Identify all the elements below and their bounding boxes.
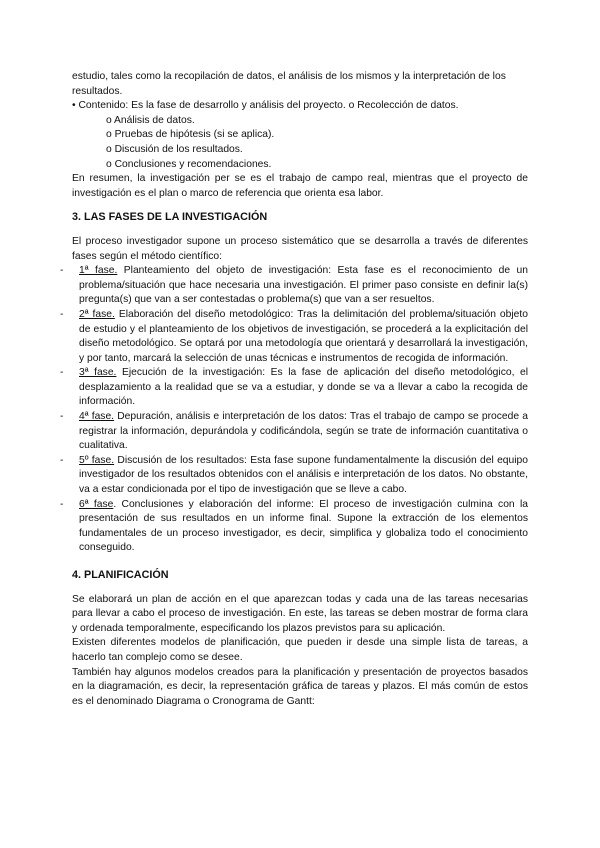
- phase-item-4: [60, 410, 528, 454]
- list-dash: -: [60, 498, 64, 510]
- phase-text: . Conclusiones y elaboración del informe: El proceso de investigación culmina con la presentación de sus resultados en un informe final. Supone la extracción de los elementos fundamentales de un proceso investigador, es decir, simplifica y globaliza todo el conocimiento conseguido.: [79, 498, 528, 554]
- section-4-paragraph: Existen diferentes modelos de planificación, que pueden ir desde una simple lista de tareas, a hacerlo tan complejo como se desee.: [72, 637, 528, 663]
- intro-continuation: estudio, tales como la recopilación de datos, el análisis de los mismos y la interpretación de los resultados.: [72, 71, 506, 97]
- document-content: [60, 70, 528, 709]
- phase-item-1: [60, 264, 528, 308]
- phase-text: Elaboración del diseño metodológico: Tras la delimitación del problema/situación objeto de estudio y el planteamiento de los objetivos de investigación, se procederá a la explicitación del diseño metodológico. Se optará por una metodología que orientará y desarrollará la investigación, y por tanto, marcará la selección de unas técnicas e instrumentos de recogida de información.: [79, 308, 528, 364]
- list-dash: -: [60, 367, 64, 379]
- phase-text: Ejecución de la investigación: Es la fase de aplicación del diseño metodológico, el desplazamiento a la realidad que se va a estudiar, y donde se va a llevar a cabo la recogida de información.: [79, 367, 528, 408]
- phase-item-6: [60, 498, 528, 556]
- section-3-intro: El proceso investigador supone un proceso sistemático que se desarrolla a través de diferentes fases según el método científico:: [72, 235, 528, 262]
- phase-text: Planteamiento del objeto de investigación: Esta fase es el reconocimiento de un problema/situación que hace necesaria una investigación. El primer paso consiste en definir la(s) pregunta(s) que van a ser contestadas o problema(s) que van a ser resueltos.: [79, 265, 528, 306]
- phase-text: Depuración, análisis e interpretación de los datos: Tras el trabajo de campo se procede a registrar la información, depurándola y codificándola, según se trate de información cuantitativa o cualitativa.: [79, 411, 528, 452]
- sub-item: o Pruebas de hipótesis (si se aplica).: [106, 129, 275, 141]
- phase-label: 3ª fase.: [79, 367, 117, 379]
- phase-text: Discusión de los resultados: Esta fase supone fundamentalmente la discusión del equipo investigador de los resultados obtenidos con el análisis e interpretación de los datos. No obstante, va a estar condicionada por el tipo de investigación que se lleve a cabo.: [79, 454, 528, 496]
- phase-item-5: [60, 454, 528, 498]
- phase-label: 6ª fase: [79, 498, 114, 510]
- summary-paragraph: En resumen, la investigación per se es el trabajo de campo real, mientras que el proyecto de investigación es el plan o marco de referencia que orienta esa labor.: [72, 173, 528, 199]
- phase-label: 2ª fase.: [79, 308, 115, 320]
- list-dash: -: [60, 265, 64, 277]
- list-dash: -: [60, 411, 64, 423]
- phase-item-2: [60, 308, 528, 366]
- sub-item: o Análisis de datos.: [106, 114, 195, 126]
- section-4-paragraph: Se elaborará un plan de acción en el que aparezcan todas y cada una de las tareas necesarias para llevar a cabo el proceso de investigación. En este, las tareas se deben mostrar de forma clara y ordenada temporalmente, especificando los plazos previstos para su aplicación.: [72, 593, 528, 634]
- phase-label: 4ª fase.: [79, 411, 115, 423]
- phase-label: 1ª fase.: [79, 265, 118, 277]
- section-4-paragraph: También hay algunos modelos creados para la planificación y presentación de proyectos basados en la diagramación, es decir, la representación gráfica de tareas y plazos. El más común de estos es el denominado Diagrama o Cronograma de Gantt:: [72, 666, 528, 707]
- phase-item-3: [60, 366, 528, 410]
- section-4-heading: 4. PLANIFICACIÓN: [72, 569, 169, 581]
- section-3-heading: 3. LAS FASES DE LA INVESTIGACIÓN: [72, 211, 268, 224]
- list-dash: -: [60, 454, 64, 466]
- list-dash: -: [60, 308, 64, 320]
- contenido-bullet: • Contenido: Es la fase de desarrollo y análisis del proyecto. o Recolección de datos.: [72, 100, 459, 112]
- sub-item: o Discusión de los resultados.: [106, 143, 243, 155]
- phase-label: 5º fase.: [79, 454, 115, 466]
- sub-item: o Conclusiones y recomendaciones.: [106, 158, 272, 170]
